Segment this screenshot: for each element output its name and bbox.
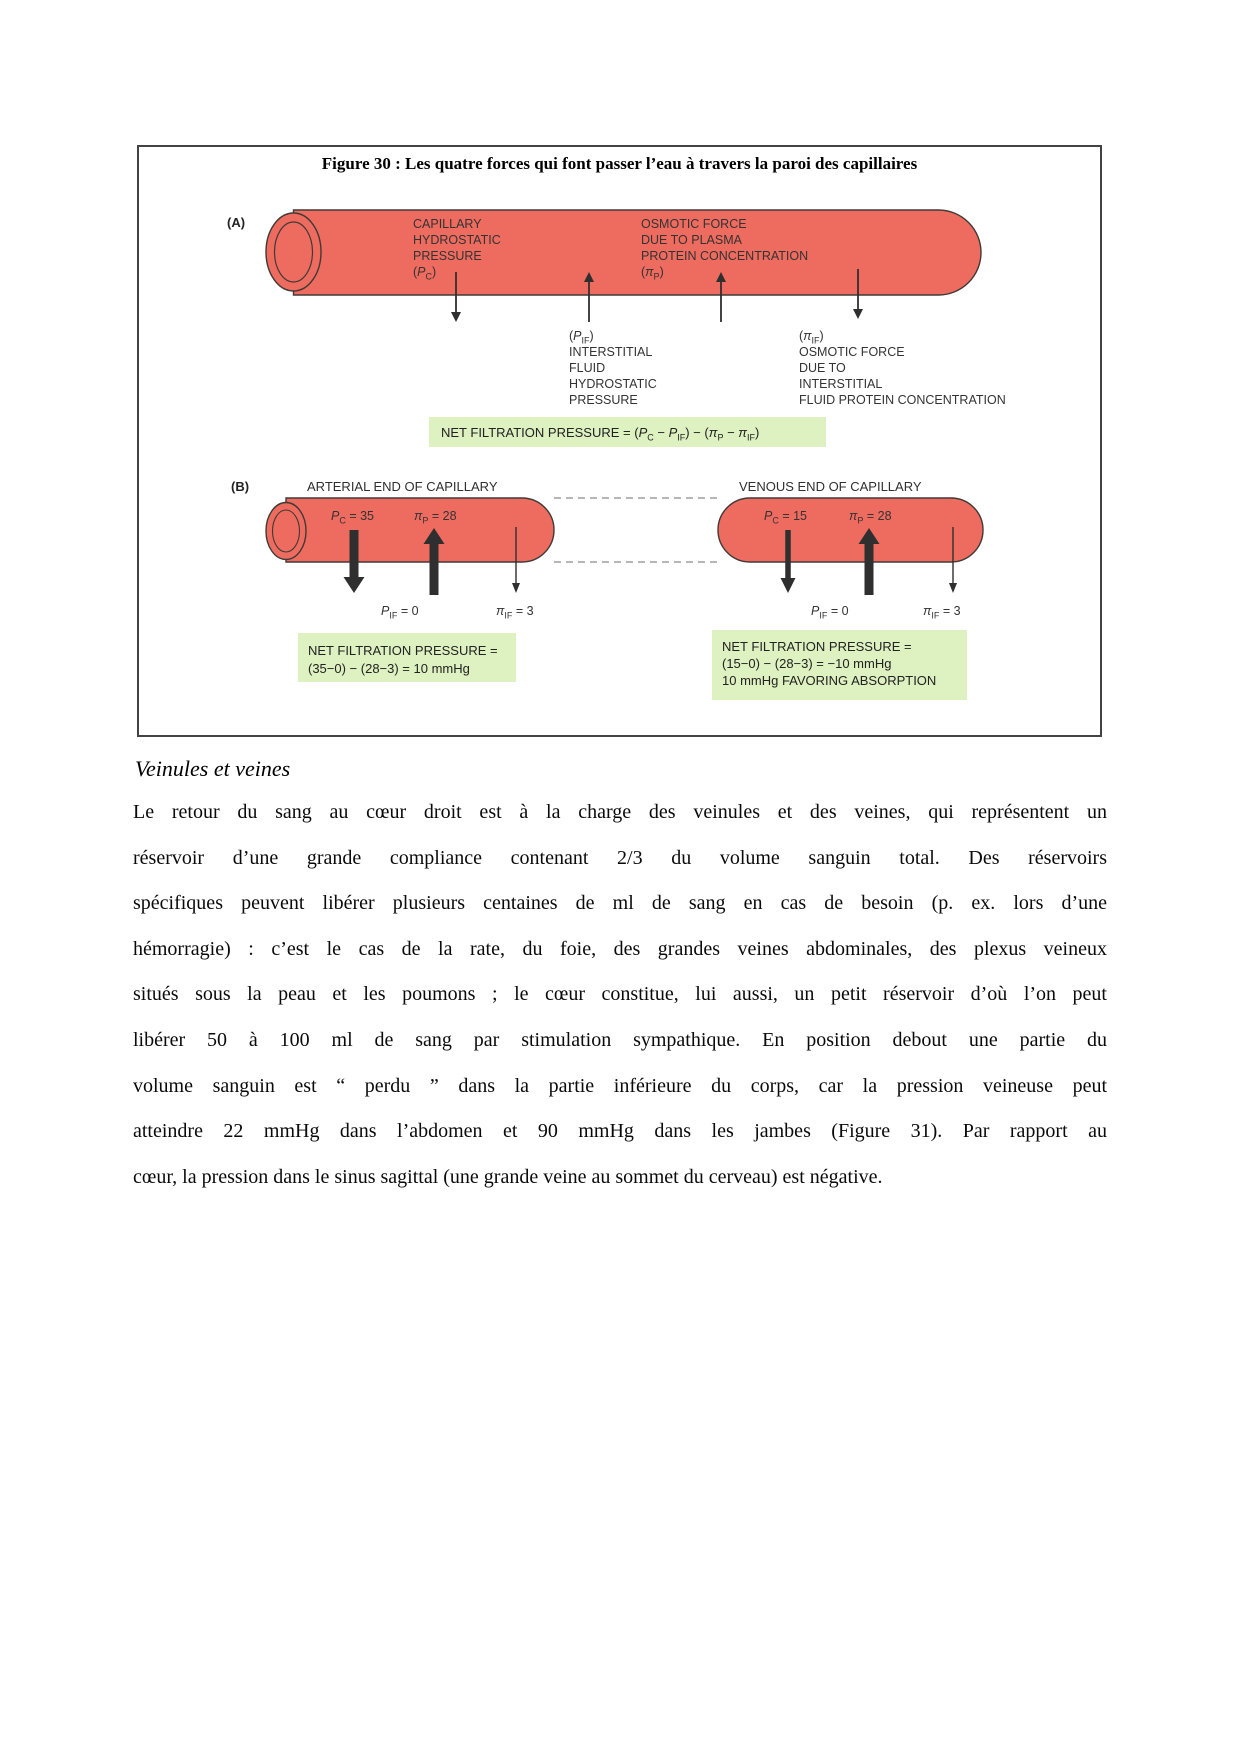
svg-text:HYDROSTATIC: HYDROSTATIC (413, 233, 501, 247)
arterial-pi-if-value: $\pi_{IF} = 3$ (496, 604, 534, 621)
svg-text:PROTEIN CONCENTRATION: PROTEIN CONCENTRATION (641, 249, 809, 263)
paragraph-line: spécifiques peuvent libérer plusieurs centaines de ml de sang en cas de besoin (p. ex. lors d’une (133, 892, 1107, 915)
svg-text:NET FILTRATION PRESSURE =: NET FILTRATION PRESSURE = (308, 643, 498, 658)
arterial-tube-lumen (273, 510, 300, 552)
svg-text:INTERSTITIAL: INTERSTITIAL (569, 345, 653, 359)
svg-text:PRESSURE: PRESSURE (569, 393, 638, 407)
tube-a-lumen (275, 222, 313, 282)
pi-p-symbol: $(\pi_P)$ (641, 265, 664, 282)
svg-text:NET FILTRATION PRESSURE =: NET FILTRATION PRESSURE = (722, 639, 912, 654)
svg-text:FLUID: FLUID (569, 361, 606, 375)
venous-p-if-value: $P_{IF} = 0$ (811, 604, 849, 621)
interstitial-hydrostatic-label (569, 329, 657, 407)
svg-text:10 mmHg FAVORING ABSORPTION: 10 mmHg FAVORING ABSORPTION (722, 673, 937, 688)
pc-symbol: $(P_C)$ (413, 265, 437, 282)
svg-text:OSMOTIC FORCE: OSMOTIC FORCE (641, 217, 747, 231)
section-heading: Veinules et veines (135, 756, 291, 781)
arterial-end-title: ARTERIAL END OF CAPILLARY (307, 479, 498, 494)
svg-text:FLUID PROTEIN CONCENTRATION: FLUID PROTEIN CONCENTRATION (799, 393, 1006, 407)
svg-text:PRESSURE: PRESSURE (413, 249, 482, 263)
arterial-p-if-value: $P_{IF} = 0$ (381, 604, 419, 621)
arterial-capillary-tube (286, 498, 554, 562)
paragraph-line: cœur, la pression dans le sinus sagittal (une grande veine au sommet du cerveau) est négative. (133, 1165, 883, 1188)
venous-end-title: VENOUS END OF CAPILLARY (739, 479, 922, 494)
venous-pc-value: $P_C = 15$ (764, 509, 807, 526)
paragraph-line: libérer 50 à 100 ml de sang par stimulation sympathique. En position debout une partie du (133, 1028, 1107, 1051)
figure-caption: Figure 30 : Les quatre forces qui font passer l’eau à travers la paroi des capillaires (321, 154, 918, 173)
svg-text:(15−0) − (28−3) = −10 mmHg: (15−0) − (28−3) = −10 mmHg (722, 656, 892, 671)
net-filtration-formula: NET FILTRATION PRESSURE = $(P_C - P_{IF}) - (\pi_P - \pi_{IF})$ (441, 425, 760, 443)
p-if-symbol: $(P_{IF})$ (569, 329, 594, 346)
paragraph-line: situés sous la peau et les poumons ; le cœur constitue, lui aussi, un petit réservoir d’où l’on peut (133, 983, 1107, 1006)
venous-capillary-tube (718, 498, 983, 562)
osmotic-interstitial-label (799, 329, 1006, 407)
svg-text:CAPILLARY: CAPILLARY (413, 217, 482, 231)
capillary-tube-a (294, 210, 982, 295)
paragraph-line: hémorragie) : c’est le cas de la rate, du foie, des grandes veines abdominales, des plexus veineux (133, 937, 1107, 960)
svg-text:OSMOTIC FORCE: OSMOTIC FORCE (799, 345, 905, 359)
venous-pi-p-value: $\pi_P = 28$ (849, 509, 892, 526)
pif-inward-arrow (584, 272, 594, 322)
svg-text:HYDROSTATIC: HYDROSTATIC (569, 377, 657, 391)
svg-text:INTERSTITIAL: INTERSTITIAL (799, 377, 883, 391)
paragraph-line: réservoir d’une grande compliance contenant 2/3 du volume sanguin total. Des réservoirs (133, 846, 1107, 869)
panel-b-tag: (B) (231, 479, 250, 494)
svg-text:DUE TO: DUE TO (799, 361, 846, 375)
arterial-pi-p-value: $\pi_P = 28$ (414, 509, 457, 526)
pi-if-symbol: $(\pi_{IF})$ (799, 329, 824, 346)
panel-a-tag: (A) (227, 215, 246, 230)
paragraph-line: volume sanguin est “ perdu ” dans la partie inférieure du corps, car la pression veineuse peut (133, 1074, 1107, 1097)
capillary-forces-diagram (139, 185, 1100, 735)
arterial-pc-value: $P_C = 35$ (331, 509, 374, 526)
figure-30-box (137, 145, 1102, 737)
paragraph-line: Le retour du sang au cœur droit est à la charge des veinules et des veines, qui représentent un (133, 801, 1107, 823)
venous-pi-if-value: $\pi_{IF} = 3$ (923, 604, 961, 621)
svg-text:(35−0) − (28−3) = 10 mmHg: (35−0) − (28−3) = 10 mmHg (308, 661, 470, 676)
svg-text:DUE TO PLASMA: DUE TO PLASMA (641, 233, 742, 247)
paragraph-line: atteindre 22 mmHg dans l’abdomen et 90 mmHg dans les jambes (Figure 31). Par rapport au (133, 1120, 1107, 1143)
pi-p-inward-arrow (716, 272, 726, 322)
body-paragraph (133, 790, 1107, 1200)
